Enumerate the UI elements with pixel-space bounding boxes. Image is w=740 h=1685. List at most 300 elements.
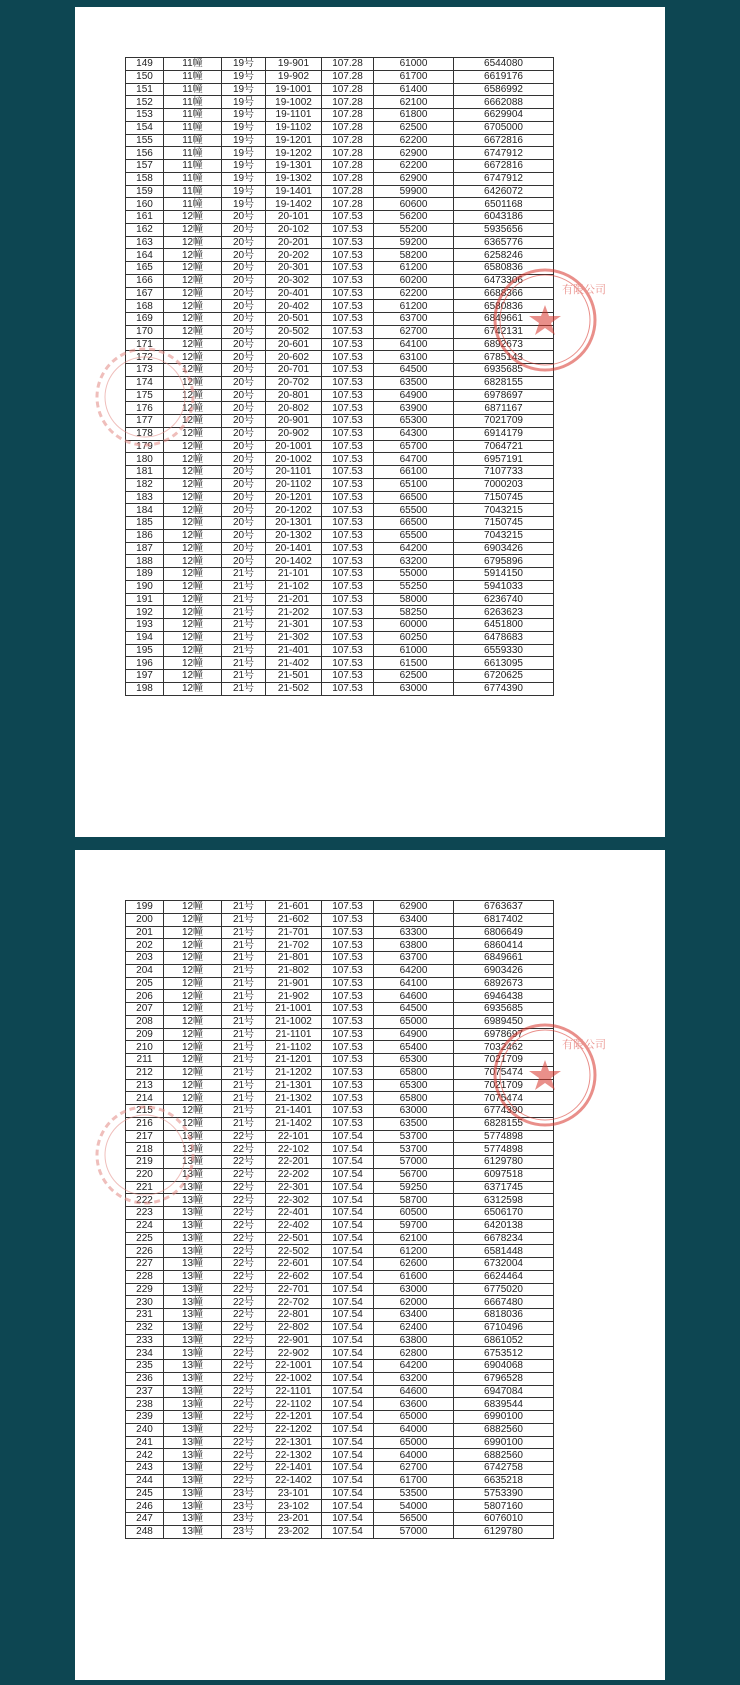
table-cell: 22号: [222, 1423, 266, 1436]
table-cell: 20号: [222, 555, 266, 568]
table-cell: 6892673: [454, 338, 554, 351]
table-cell: 6774390: [454, 1105, 554, 1118]
table-cell: 6947084: [454, 1385, 554, 1398]
table-cell: 20-602: [266, 351, 322, 364]
table-cell: 6849661: [454, 952, 554, 965]
price-table-body: [126, 901, 554, 1539]
table-cell: 13幢: [164, 1347, 222, 1360]
table-cell: 21号: [222, 1079, 266, 1092]
table-row: [126, 1168, 554, 1181]
table-cell: 21号: [222, 568, 266, 581]
table-cell: 23-101: [266, 1487, 322, 1500]
table-row: [126, 1181, 554, 1194]
table-cell: 6935685: [454, 364, 554, 377]
table-cell: 59250: [374, 1181, 454, 1194]
table-cell: 60500: [374, 1207, 454, 1220]
table-row: [126, 58, 554, 71]
table-cell: 13幢: [164, 1245, 222, 1258]
table-cell: 157: [126, 160, 164, 173]
table-row: [126, 1117, 554, 1130]
table-cell: 63800: [374, 1334, 454, 1347]
table-cell: 7075474: [454, 1092, 554, 1105]
table-cell: 169: [126, 313, 164, 326]
table-cell: 63400: [374, 913, 454, 926]
table-cell: 107.54: [322, 1462, 374, 1475]
table-cell: 19号: [222, 70, 266, 83]
table-cell: 20号: [222, 351, 266, 364]
table-cell: 22号: [222, 1232, 266, 1245]
table-row: [126, 1232, 554, 1245]
table-cell: 59900: [374, 185, 454, 198]
table-cell: 6839544: [454, 1398, 554, 1411]
table-cell: 19号: [222, 83, 266, 96]
table-cell: 196: [126, 657, 164, 670]
table-cell: 23号: [222, 1513, 266, 1526]
table-cell: 65500: [374, 504, 454, 517]
table-cell: 6882560: [454, 1423, 554, 1436]
table-cell: 21-101: [266, 568, 322, 581]
table-cell: 6365776: [454, 236, 554, 249]
table-cell: 21号: [222, 1015, 266, 1028]
table-cell: 64900: [374, 1028, 454, 1041]
table-cell: 13幢: [164, 1500, 222, 1513]
table-cell: 12幢: [164, 990, 222, 1003]
table-row: [126, 1500, 554, 1513]
table-cell: 22号: [222, 1321, 266, 1334]
table-cell: 13幢: [164, 1411, 222, 1424]
table-cell: 13幢: [164, 1181, 222, 1194]
table-cell: 6795896: [454, 555, 554, 568]
table-cell: 13幢: [164, 1436, 222, 1449]
table-row: [126, 1423, 554, 1436]
table-cell: 20-1102: [266, 478, 322, 491]
table-cell: 20号: [222, 287, 266, 300]
table-cell: 107.54: [322, 1194, 374, 1207]
table-cell: 7021709: [454, 1079, 554, 1092]
table-cell: 12幢: [164, 453, 222, 466]
table-cell: 6043186: [454, 211, 554, 224]
table-cell: 13幢: [164, 1130, 222, 1143]
table-cell: 21号: [222, 580, 266, 593]
table-row: [126, 223, 554, 236]
table-cell: 215: [126, 1105, 164, 1118]
table-cell: 53500: [374, 1487, 454, 1500]
table-cell: 107.53: [322, 211, 374, 224]
table-cell: 63300: [374, 926, 454, 939]
seal-text: 有限公司: [562, 1038, 606, 1051]
table-cell: 6957191: [454, 453, 554, 466]
table-cell: 226: [126, 1245, 164, 1258]
table-cell: 107.53: [322, 364, 374, 377]
table-cell: 6580836: [454, 300, 554, 313]
table-cell: 22号: [222, 1283, 266, 1296]
table-cell: 12幢: [164, 1105, 222, 1118]
table-cell: 21号: [222, 926, 266, 939]
table-cell: 6559330: [454, 644, 554, 657]
table-cell: 107.28: [322, 58, 374, 71]
table-cell: 20-1201: [266, 491, 322, 504]
table-cell: 107.54: [322, 1513, 374, 1526]
table-cell: 240: [126, 1423, 164, 1436]
table-cell: 19号: [222, 185, 266, 198]
table-row: [126, 134, 554, 147]
table-cell: 12幢: [164, 619, 222, 632]
table-cell: 21-1401: [266, 1105, 322, 1118]
table-cell: 6129780: [454, 1525, 554, 1538]
table-cell: 56700: [374, 1168, 454, 1181]
table-row: [126, 1334, 554, 1347]
table-row: [126, 1066, 554, 1079]
table-cell: 6818036: [454, 1309, 554, 1322]
table-cell: 6624464: [454, 1270, 554, 1283]
table-cell: 63800: [374, 939, 454, 952]
table-cell: 11幢: [164, 147, 222, 160]
table-cell: 59200: [374, 236, 454, 249]
table-row: [126, 1347, 554, 1360]
table-cell: 22-901: [266, 1334, 322, 1347]
table-row: [126, 1296, 554, 1309]
table-cell: 12幢: [164, 901, 222, 914]
table-cell: 20号: [222, 453, 266, 466]
table-cell: 64600: [374, 990, 454, 1003]
table-cell: 22号: [222, 1296, 266, 1309]
table-cell: 22号: [222, 1462, 266, 1475]
table-cell: 22-202: [266, 1168, 322, 1181]
table-cell: 191: [126, 593, 164, 606]
table-cell: 7000203: [454, 478, 554, 491]
table-row: [126, 964, 554, 977]
table-cell: 20-402: [266, 300, 322, 313]
table-cell: 22号: [222, 1156, 266, 1169]
table-cell: 12幢: [164, 338, 222, 351]
table-cell: 13幢: [164, 1156, 222, 1169]
table-cell: 11幢: [164, 109, 222, 122]
table-cell: 224: [126, 1219, 164, 1232]
table-row: [126, 262, 554, 275]
table-cell: 65100: [374, 478, 454, 491]
table-row: [126, 670, 554, 683]
table-row: [126, 478, 554, 491]
table-cell: 21号: [222, 977, 266, 990]
table-cell: 22-302: [266, 1194, 322, 1207]
table-cell: 6914179: [454, 427, 554, 440]
table-cell: 165: [126, 262, 164, 275]
table-cell: 199: [126, 901, 164, 914]
table-cell: 21号: [222, 964, 266, 977]
table-cell: 22号: [222, 1309, 266, 1322]
table-cell: 12幢: [164, 351, 222, 364]
table-cell: 65800: [374, 1066, 454, 1079]
table-cell: 65700: [374, 440, 454, 453]
table-cell: 6849661: [454, 313, 554, 326]
table-cell: 107.53: [322, 952, 374, 965]
table-cell: 62700: [374, 325, 454, 338]
table-row: [126, 389, 554, 402]
table-cell: 20号: [222, 313, 266, 326]
table-cell: 206: [126, 990, 164, 1003]
table-cell: 66500: [374, 491, 454, 504]
table-cell: 201: [126, 926, 164, 939]
table-cell: 7075474: [454, 1066, 554, 1079]
table-cell: 212: [126, 1066, 164, 1079]
table-cell: 59700: [374, 1219, 454, 1232]
table-cell: 21-1202: [266, 1066, 322, 1079]
table-row: [126, 121, 554, 134]
table-row: [126, 300, 554, 313]
table-cell: 19-1401: [266, 185, 322, 198]
table-cell: 12幢: [164, 657, 222, 670]
table-cell: 107.28: [322, 172, 374, 185]
table-row: [126, 1474, 554, 1487]
table-cell: 19-1201: [266, 134, 322, 147]
table-cell: 20-1301: [266, 517, 322, 530]
table-cell: 107.53: [322, 274, 374, 287]
table-cell: 107.53: [322, 670, 374, 683]
table-cell: 61200: [374, 300, 454, 313]
table-row: [126, 466, 554, 479]
table-cell: 107.53: [322, 223, 374, 236]
table-cell: 223: [126, 1207, 164, 1220]
table-cell: 13幢: [164, 1360, 222, 1373]
table-cell: 22-101: [266, 1130, 322, 1143]
table-row: [126, 682, 554, 695]
table-cell: 107.53: [322, 619, 374, 632]
table-cell: 19-1101: [266, 109, 322, 122]
table-cell: 107.53: [322, 427, 374, 440]
table-cell: 210: [126, 1041, 164, 1054]
table-cell: 21号: [222, 939, 266, 952]
table-cell: 19号: [222, 121, 266, 134]
table-cell: 6935685: [454, 1003, 554, 1016]
table-cell: 107.53: [322, 1092, 374, 1105]
table-cell: 23-102: [266, 1500, 322, 1513]
table-cell: 176: [126, 402, 164, 415]
table-cell: 62900: [374, 172, 454, 185]
table-cell: 156: [126, 147, 164, 160]
table-cell: 6747912: [454, 172, 554, 185]
table-cell: 6990100: [454, 1436, 554, 1449]
table-cell: 19号: [222, 147, 266, 160]
table-cell: 184: [126, 504, 164, 517]
table-cell: 107.53: [322, 338, 374, 351]
table-cell: 64500: [374, 364, 454, 377]
table-cell: 12幢: [164, 568, 222, 581]
table-cell: 63600: [374, 1398, 454, 1411]
table-cell: 107.54: [322, 1385, 374, 1398]
table-cell: 22-801: [266, 1309, 322, 1322]
table-cell: 20-801: [266, 389, 322, 402]
table-cell: 107.53: [322, 249, 374, 262]
table-row: [126, 198, 554, 211]
table-cell: 22号: [222, 1219, 266, 1232]
table-cell: 12幢: [164, 466, 222, 479]
table-cell: 6501168: [454, 198, 554, 211]
table-cell: 6619176: [454, 70, 554, 83]
table-cell: 21-901: [266, 977, 322, 990]
table-cell: 20号: [222, 300, 266, 313]
table-cell: 175: [126, 389, 164, 402]
table-cell: 12幢: [164, 593, 222, 606]
table-cell: 13幢: [164, 1143, 222, 1156]
table-cell: 6946438: [454, 990, 554, 1003]
table-cell: 6420138: [454, 1219, 554, 1232]
table-cell: 159: [126, 185, 164, 198]
table-row: [126, 287, 554, 300]
table-cell: 23号: [222, 1487, 266, 1500]
table-cell: 6473306: [454, 274, 554, 287]
table-cell: 107.54: [322, 1525, 374, 1538]
table-row: [126, 568, 554, 581]
table-cell: 216: [126, 1117, 164, 1130]
table-row: [126, 1194, 554, 1207]
table-row: [126, 325, 554, 338]
table-cell: 20-1101: [266, 466, 322, 479]
table-cell: 22号: [222, 1258, 266, 1271]
table-cell: 12幢: [164, 504, 222, 517]
table-cell: 12幢: [164, 952, 222, 965]
table-cell: 20-902: [266, 427, 322, 440]
table-cell: 12幢: [164, 926, 222, 939]
table-row: [126, 440, 554, 453]
table-cell: 63000: [374, 1283, 454, 1296]
table-cell: 63900: [374, 402, 454, 415]
table-cell: 21-1102: [266, 1041, 322, 1054]
table-cell: 22-1201: [266, 1411, 322, 1424]
table-cell: 12幢: [164, 1003, 222, 1016]
table-cell: 107.53: [322, 1015, 374, 1028]
table-cell: 107.53: [322, 466, 374, 479]
table-cell: 22-1101: [266, 1385, 322, 1398]
table-row: [126, 1398, 554, 1411]
table-cell: 6763637: [454, 901, 554, 914]
table-cell: 58700: [374, 1194, 454, 1207]
table-cell: 107.53: [322, 325, 374, 338]
table-cell: 12幢: [164, 939, 222, 952]
table-cell: 62100: [374, 1232, 454, 1245]
table-cell: 57000: [374, 1156, 454, 1169]
table-row: [126, 657, 554, 670]
table-cell: 13幢: [164, 1474, 222, 1487]
table-row: [126, 1449, 554, 1462]
table-cell: 13幢: [164, 1258, 222, 1271]
table-cell: 12幢: [164, 555, 222, 568]
table-cell: 181: [126, 466, 164, 479]
table-cell: 22-301: [266, 1181, 322, 1194]
table-cell: 229: [126, 1283, 164, 1296]
table-cell: 11幢: [164, 58, 222, 71]
table-cell: 20号: [222, 415, 266, 428]
table-cell: 13幢: [164, 1449, 222, 1462]
table-cell: 186: [126, 529, 164, 542]
table-cell: 65300: [374, 1079, 454, 1092]
table-cell: 107.53: [322, 262, 374, 275]
table-cell: 58200: [374, 249, 454, 262]
table-row: [126, 236, 554, 249]
table-cell: 232: [126, 1321, 164, 1334]
table-cell: 21-402: [266, 657, 322, 670]
table-cell: 174: [126, 376, 164, 389]
table-cell: 205: [126, 977, 164, 990]
table-cell: 248: [126, 1525, 164, 1538]
table-cell: 6076010: [454, 1513, 554, 1526]
table-cell: 5941033: [454, 580, 554, 593]
table-cell: 5935656: [454, 223, 554, 236]
table-cell: 60600: [374, 198, 454, 211]
table-cell: 107.53: [322, 1028, 374, 1041]
table-cell: 6978697: [454, 1028, 554, 1041]
table-cell: 12幢: [164, 1015, 222, 1028]
table-cell: 12幢: [164, 364, 222, 377]
table-cell: 107.28: [322, 96, 374, 109]
table-cell: 107.53: [322, 517, 374, 530]
table-row: [126, 1028, 554, 1041]
table-cell: 107.53: [322, 376, 374, 389]
table-cell: 19号: [222, 198, 266, 211]
table-cell: 107.53: [322, 504, 374, 517]
table-cell: 107.53: [322, 453, 374, 466]
table-cell: 61000: [374, 644, 454, 657]
table-cell: 107.54: [322, 1309, 374, 1322]
table-cell: 107.54: [322, 1474, 374, 1487]
table-cell: 166: [126, 274, 164, 287]
table-cell: 107.53: [322, 1041, 374, 1054]
table-cell: 62700: [374, 1462, 454, 1475]
table-cell: 6613095: [454, 657, 554, 670]
table-cell: 231: [126, 1309, 164, 1322]
table-row: [126, 1130, 554, 1143]
table-cell: 6828155: [454, 376, 554, 389]
table-cell: 107.53: [322, 300, 374, 313]
table-cell: 21号: [222, 670, 266, 683]
table-cell: 211: [126, 1054, 164, 1067]
table-cell: 173: [126, 364, 164, 377]
table-cell: 6747912: [454, 147, 554, 160]
table-cell: 65300: [374, 415, 454, 428]
table-cell: 22号: [222, 1207, 266, 1220]
table-row: [126, 504, 554, 517]
table-cell: 12幢: [164, 682, 222, 695]
table-cell: 6371745: [454, 1181, 554, 1194]
table-cell: 247: [126, 1513, 164, 1526]
document-page-1: [75, 7, 665, 837]
table-cell: 60250: [374, 631, 454, 644]
table-cell: 183: [126, 491, 164, 504]
table-cell: 56500: [374, 1513, 454, 1526]
table-cell: 22-1401: [266, 1462, 322, 1475]
table-cell: 21号: [222, 1054, 266, 1067]
table-cell: 19号: [222, 96, 266, 109]
table-cell: 20-301: [266, 262, 322, 275]
table-cell: 12幢: [164, 274, 222, 287]
table-cell: 65400: [374, 1041, 454, 1054]
table-cell: 107.53: [322, 236, 374, 249]
table-cell: 21-301: [266, 619, 322, 632]
table-row: [126, 338, 554, 351]
table-cell: 22-702: [266, 1296, 322, 1309]
table-cell: 64000: [374, 1449, 454, 1462]
table-cell: 11幢: [164, 160, 222, 173]
table-cell: 107.28: [322, 70, 374, 83]
table-cell: 6720625: [454, 670, 554, 683]
table-cell: 20号: [222, 440, 266, 453]
table-cell: 182: [126, 478, 164, 491]
table-cell: 19号: [222, 109, 266, 122]
table-cell: 23号: [222, 1500, 266, 1513]
table-cell: 20号: [222, 402, 266, 415]
table-cell: 63700: [374, 313, 454, 326]
table-cell: 107.54: [322, 1270, 374, 1283]
table-cell: 62800: [374, 1347, 454, 1360]
